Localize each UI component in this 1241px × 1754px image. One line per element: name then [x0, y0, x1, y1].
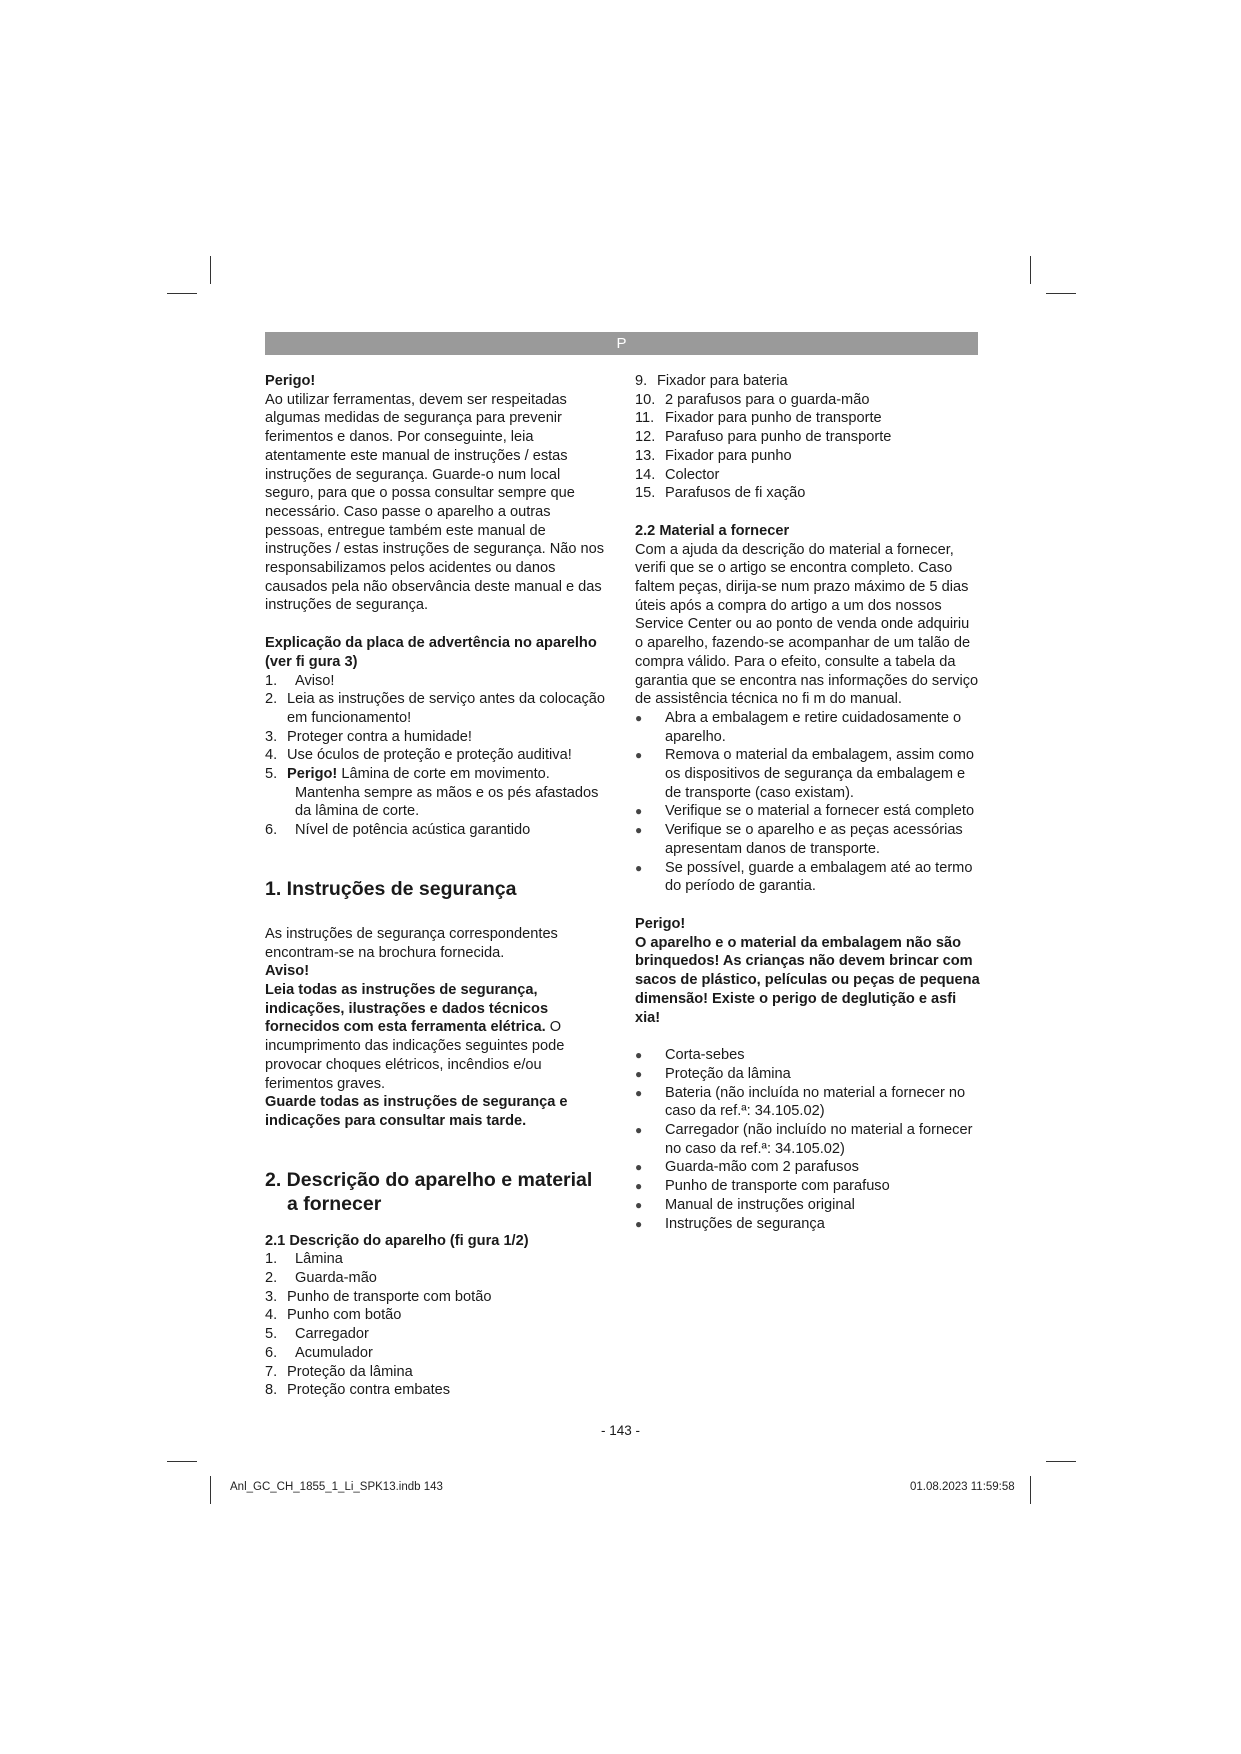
language-code: P: [616, 335, 627, 352]
crop-mark: [167, 1461, 197, 1462]
bullet-icon: ●: [635, 860, 643, 875]
list-item: 7. Proteção da lâmina: [265, 1363, 413, 1380]
supply-list: [635, 1046, 980, 1233]
print-datetime: 01.08.2023 11:59:58: [910, 1481, 1015, 1493]
bullet-icon: ●: [635, 710, 643, 725]
section-2-2-paragraph: Com a ajuda da descrição do material a fornecer, verifi que se o artigo se encontra completo. Caso faltem peças, dirija-se num prazo máximo de 5 dias úteis após a compra do artigo a um dos nossos Service Center ou ao ponto de venda onde adquiriu o aparelho, fazendo-se acompanhar de um talão de compra válido. Para o efeito, consulte a tabela da garantia que se encontra nas informações do serviço de assistência técnica no fi m do manual.: [635, 541, 979, 708]
bullet-icon: ●: [635, 1066, 643, 1081]
bullet-icon: ●: [635, 748, 643, 763]
danger-paragraph-2: O aparelho e o material da embalagem não são brinquedos! As crianças não devem brincar com sacos de plástico, películas ou peças de pequena dimensão! Existe o perigo de deglutição e asfi xia!: [635, 934, 980, 1026]
left-column: [265, 372, 610, 1400]
bullet-icon: ●: [635, 1197, 643, 1212]
danger-heading-2: Perigo!: [635, 915, 686, 932]
list-item: 9. Fixador para bateria: [635, 373, 788, 389]
list-item: 13. Fixador para punho: [635, 447, 792, 464]
list-item: 10. 2 parafusos para o guarda-mão: [635, 391, 870, 408]
section-1-warning: Aviso!: [265, 963, 310, 980]
crop-mark: [1030, 256, 1031, 284]
unpacking-steps-list: [635, 709, 980, 896]
warning-label-list: [265, 672, 610, 840]
list-item: ● Bateria (não incluída no material a fornecer no caso da ref.ª: 34.105.02): [635, 1084, 966, 1120]
list-item: ● Verifique se o aparelho e as peças acessórias apresentam danos de transporte.: [635, 822, 963, 857]
bullet-icon: ●: [635, 1179, 643, 1194]
language-header-bar: [265, 332, 978, 355]
section-2-2-title: 2.2 Material a fornecer: [635, 522, 790, 539]
print-file-info: Anl_GC_CH_1855_1_Li_SPK13.indb 143: [230, 1481, 443, 1493]
section-1-paragraph: Leia todas as instruções de segurança, indicações, ilustrações e dados técnicos fornecidos com esta ferramenta elétrica. O incumprimento das indicações seguintes pode provocar choques elétricos, incêndios e/ou ferimentos graves.: [265, 981, 565, 1092]
list-item: 1. Aviso!: [265, 672, 335, 689]
parts-list-continued: [635, 372, 980, 503]
list-item: ● Proteção da lâmina: [635, 1065, 791, 1082]
crop-mark: [210, 1476, 211, 1504]
list-item: 3. Proteger contra a humidade!: [265, 728, 472, 745]
section-1-keep-note: Guarde todas as instruções de segurança e indicações para consultar mais tarde.: [265, 1094, 568, 1129]
list-item: 11. Fixador para punho de transporte: [635, 410, 882, 427]
list-item: 2. Guarda-mão: [265, 1270, 377, 1287]
list-item: 4. Use óculos de proteção e proteção auditiva!: [265, 747, 572, 764]
section-1-intro: As instruções de segurança correspondentes encontram-se na brochura fornecida.: [265, 925, 558, 961]
list-item: 6. Acumulador: [265, 1344, 373, 1361]
list-item: ● Guarda-mão com 2 parafusos: [635, 1159, 859, 1176]
crop-mark: [1046, 1461, 1076, 1462]
danger-heading: Perigo!: [265, 373, 316, 389]
bullet-icon: ●: [635, 804, 643, 819]
list-item: 6. Nível de potência acústica garantido: [265, 822, 531, 839]
list-item: ● Manual de instruções original: [635, 1196, 855, 1213]
list-item: 12. Parafuso para punho de transporte: [635, 429, 892, 446]
list-item: 1. Lâmina: [265, 1251, 343, 1268]
list-item: ● Abra a embalagem e retire cuidadosamente o aparelho.: [635, 709, 962, 745]
danger-paragraph: Ao utilizar ferramentas, devem ser respeitadas algumas medidas de segurança para prevenir ferimentos e danos. Por conseguinte, leia atentamente este manual de instruções / estas instruções de segurança. Guarde-o num local seguro, para que o possa consultar sempre que necessário. Caso passe o aparelho a outras pessoas, entregue também este manual de instruções / estas instruções de segurança. Não nos responsabilizamos pelos acidentes ou danos causados pela não observância deste manual e das instruções de segurança.: [265, 391, 605, 614]
list-item: ● Corta-sebes: [635, 1047, 745, 1064]
right-column: [635, 372, 980, 1233]
section-2-title: 2. Descrição do aparelho e material a fornecer: [265, 1168, 593, 1215]
section-1-title: 1. Instruções de segurança: [265, 877, 517, 900]
parts-list: [265, 1250, 610, 1400]
bullet-icon: ●: [635, 1085, 643, 1100]
crop-mark: [1046, 293, 1076, 294]
warning-label-heading: Explicação da placa de advertência no aparelho (ver fi gura 3): [265, 635, 597, 670]
list-item: ● Verifique se o material a fornecer está completo: [635, 803, 975, 820]
crop-mark: [210, 256, 211, 284]
list-item: 8. Proteção contra embates: [265, 1382, 451, 1399]
list-item: 2. Leia as instruções de serviço antes da colocação em funcionamento!: [265, 691, 606, 726]
list-item: 5. Perigo! Lâmina de corte em movimento. Mantenha sempre as mãos e os pés afastados da lâmina de corte.: [265, 766, 599, 820]
list-item: ● Carregador (não incluído no material a fornecer no caso da ref.ª: 34.105.02): [635, 1122, 973, 1157]
list-item: 14. Colector: [635, 466, 720, 483]
page-number: - 143 -: [600, 1423, 641, 1438]
section-2-1-title: 2.1 Descrição do aparelho (fi gura 1/2): [265, 1232, 529, 1249]
crop-mark: [167, 293, 197, 294]
bullet-icon: ●: [635, 1216, 643, 1231]
crop-mark: [1030, 1476, 1031, 1504]
list-item: ● Instruções de segurança: [635, 1215, 825, 1232]
list-item: 15. Parafusos de fi xação: [635, 485, 806, 502]
list-item: ● Remova o material da embalagem, assim como os dispositivos de segurança da embalagem e de transporte (caso existam).: [635, 747, 975, 801]
bullet-icon: ●: [635, 823, 643, 838]
bullet-icon: ●: [635, 1160, 643, 1175]
list-item: ● Se possível, guarde a embalagem até ao termo do período de garantia.: [635, 859, 973, 895]
bullet-icon: ●: [635, 1048, 643, 1063]
list-item: 4. Punho com botão: [265, 1307, 402, 1324]
list-item: 5. Carregador: [265, 1326, 369, 1343]
list-item: ● Punho de transporte com parafuso: [635, 1178, 890, 1195]
bullet-icon: ●: [635, 1123, 643, 1138]
list-item: 3. Punho de transporte com botão: [265, 1288, 492, 1305]
